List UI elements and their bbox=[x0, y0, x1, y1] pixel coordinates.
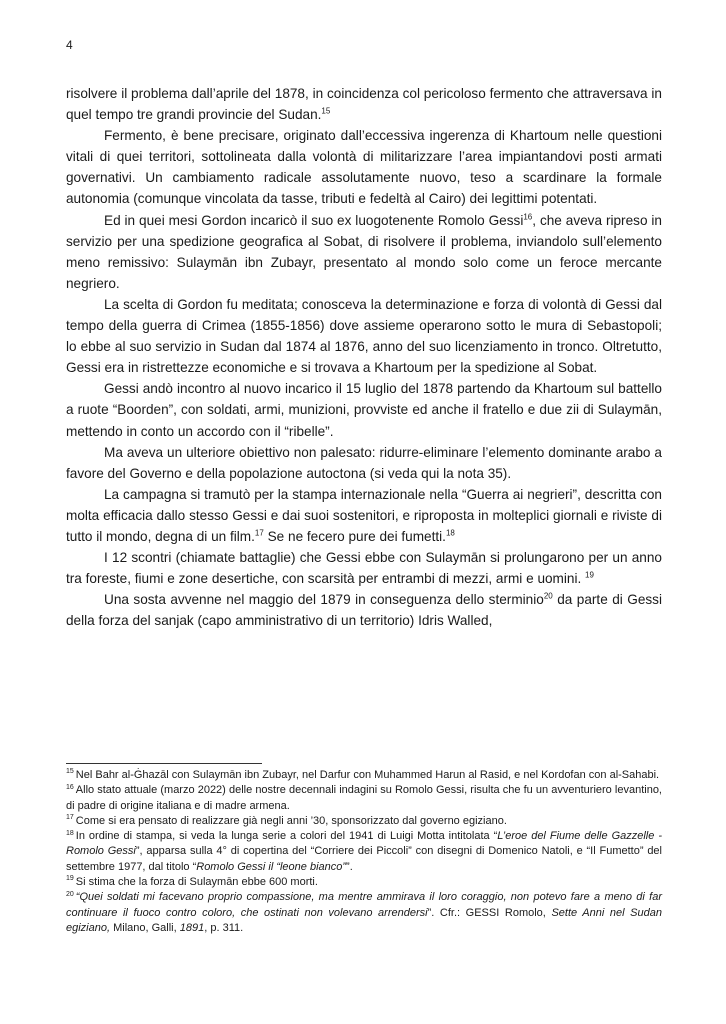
footnotes bbox=[66, 768, 662, 936]
footnote-ref: 17 bbox=[254, 528, 264, 538]
footnote bbox=[66, 875, 662, 890]
footnote-ref: 19 bbox=[585, 570, 594, 580]
paragraph bbox=[66, 442, 662, 484]
italic-text: Romolo Gessi il “leone bianco” bbox=[196, 860, 347, 873]
text-run: Ed in quei mesi Gordon incaricò il suo ex luogotenente Romolo Gessi bbox=[104, 212, 524, 228]
footnote-number: 16 bbox=[66, 783, 74, 791]
footnote-number: 18 bbox=[66, 829, 74, 837]
text-run: Si stima che la forza di Sulaymān ebbe 600 morti. bbox=[75, 876, 318, 889]
text-run: da parte di Gessi della forza del sanjak (capo amministrativo di un territorio) Idris Walled, bbox=[66, 592, 662, 629]
text-run: Gessi andò incontro al nuovo incarico il 15 luglio del 1878 partendo da Khartoum sul battello a ruote “Boorden”, con soldati, armi, munizioni, provviste ed anche il fratello e due zii di Sulaymān, mettendo in conto un accordo con il “ribelle”. bbox=[66, 381, 662, 439]
footnote-ref: 15 bbox=[321, 106, 331, 116]
text-run: , che aveva ripreso in servizio per una spedizione geografica al Sobat, di risolvere il problema, inviandolo sull’elemento meno remissivo: Sulaymān ibn Zubayr, presentato al mondo solo come un feroce mercante negriero. bbox=[66, 212, 662, 291]
footnote-number: 15 bbox=[66, 768, 74, 776]
footnote-ref: 16 bbox=[523, 212, 533, 222]
text-run: ”. Cfr.: GESSI Romolo, bbox=[427, 906, 552, 919]
paragraph bbox=[66, 83, 662, 125]
italic-text: L’eroe del Fiume delle Gazzelle - Romolo Gessi bbox=[66, 830, 663, 858]
footnote bbox=[66, 829, 662, 875]
footnote-number: 20 bbox=[66, 890, 74, 898]
paragraph bbox=[66, 125, 662, 209]
text-run: Allo stato attuale (marzo 2022) delle nostre decennali indagini su Romolo Gessi, risulta che fu un avventuriero levantino, di padre di origine italiana e di madre armena. bbox=[66, 784, 662, 812]
text-run: , p. 311. bbox=[204, 921, 244, 934]
text-run: ”. bbox=[346, 860, 353, 873]
text-run: risolvere il problema dall’aprile del 1878, in coincidenza col pericoloso fermento che attraversava in quel tempo tre grandi provincie del Sudan. bbox=[66, 86, 662, 123]
footnote-ref: 20 bbox=[543, 591, 553, 601]
footnote-number: 17 bbox=[66, 814, 74, 822]
footnote-divider bbox=[66, 763, 262, 764]
text-run: La scelta di Gordon fu meditata; conosceva la determinazione e forza di volontà di Gessi dal tempo della guerra di Crimea (1855-1856) dove assieme operarono sotto le mura di Sebastopoli; lo ebbe al suo servizio in Sudan dal 1874 al 1876, anno del suo licenziamento in tronco. Oltretutto, Gessi era in ristrettezze economiche e si trovava a Khartoum per la spedizione al Sobat. bbox=[66, 296, 662, 376]
footnote bbox=[66, 768, 662, 783]
text-run: Milano, Galli, bbox=[110, 921, 180, 934]
footnote-number: 19 bbox=[66, 875, 74, 883]
text-run: Se ne fecero pure dei fumetti. bbox=[263, 528, 446, 544]
body-text bbox=[66, 83, 662, 631]
text-run: Nel Bahr al-Ġhazāl con Sulaymān ibn Zubayr, nel Darfur con Muhammed Harun al Rasid, e nel Kordofan con al-Sahabi. bbox=[75, 769, 660, 781]
text-run: La campagna si tramutò per la stampa internazionale nella “Guerra ai negrieri”, descritta con molta efficacia dallo stesso Gessi e dai suoi sostenitori, e riproposta in molteplici giornali e riviste di tutto il mondo, degna di un film. bbox=[66, 486, 662, 544]
paragraph bbox=[66, 210, 662, 294]
text-run: Fermento, è bene precisare, originato dall’eccessiva ingerenza di Khartoum nelle questioni vitali di quei territori, sottolineata dalla volontà di militarizzare l’area impiantandovi posti armati governativi. Un cambiamento radicale assolutamente nuovo, teso a scardinare la formale autonomia (comunque vincolata da tasse, tributi e fedeltà al Cairo) dei legittimi potentati. bbox=[66, 128, 662, 207]
text-run: In ordine di stampa, si veda la lunga serie a colori del 1941 di Luigi Motta intitolata “ bbox=[75, 830, 498, 843]
footnote bbox=[66, 890, 662, 936]
italic-text: Sette Anni nel Sudan egiziano, bbox=[66, 906, 662, 934]
footnote bbox=[66, 814, 662, 829]
text-run: I 12 scontri (chiamate battaglie) che Gessi ebbe con Sulaymān si prolungarono per un anno tra foreste, fiumi e zone desertiche, con scarsità per entrambi di mezzi, armi e uomini. bbox=[66, 550, 662, 587]
footnote bbox=[66, 783, 662, 814]
paragraph bbox=[66, 589, 662, 631]
page-number: 4 bbox=[66, 38, 73, 52]
paragraph bbox=[66, 484, 662, 547]
text-run: Come si era pensato di realizzare già negli anni ’30, sponsorizzato dal governo egiziano. bbox=[75, 814, 507, 827]
text-run: Una sosta avvenne nel maggio del 1879 in conseguenza dello sterminio bbox=[104, 592, 544, 608]
paragraph bbox=[66, 378, 662, 441]
text-run: ”, apparsa sulla 4° di copertina del “Corriere dei Piccoli” con disegni di Domenico Natoli, e “Il Fumetto” del settembre 1977, dal titolo “ bbox=[66, 845, 662, 873]
paragraph bbox=[66, 294, 662, 378]
italic-text: 1891 bbox=[179, 921, 205, 934]
italic-text: “Quei soldati mi facevano proprio compassione, ma mentre ammirava il loro coraggio, non potevo fare a meno di far continuare il fuoco contro coloro, che ostinati non volevano arrendersi bbox=[66, 891, 662, 919]
footnote-ref: 18 bbox=[445, 528, 455, 538]
paragraph bbox=[66, 547, 662, 589]
text-run: Ma aveva un ulteriore obiettivo non palesato: ridurre-eliminare l’elemento dominante arabo a favore del Governo e della popolazione autoctona (si veda qui la nota 35). bbox=[66, 444, 662, 481]
